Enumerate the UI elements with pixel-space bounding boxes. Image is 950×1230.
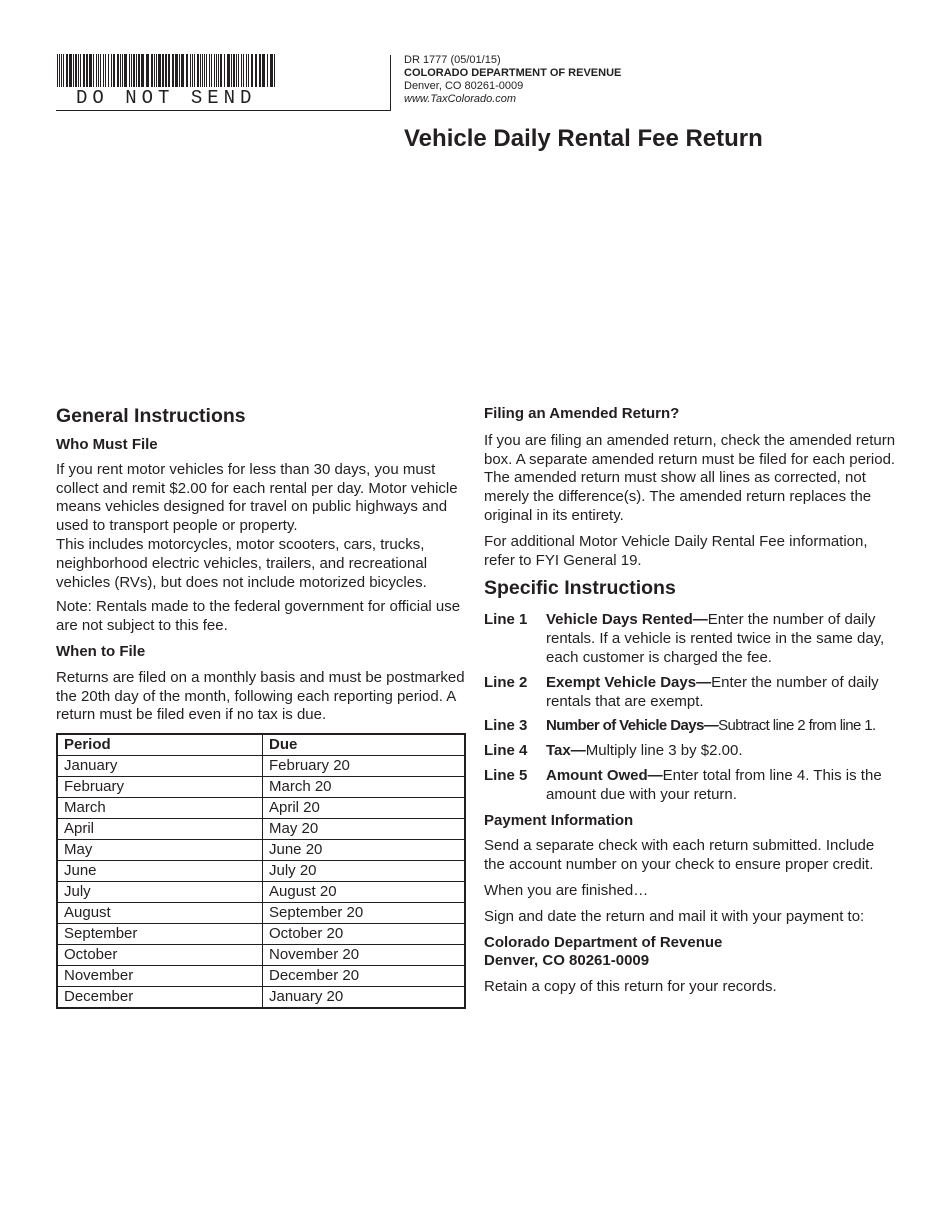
- line-detail: Enter total from line 4. This is the amount due with your return.: [546, 766, 882, 803]
- barcode-image: [57, 54, 277, 87]
- table-row: [57, 798, 465, 819]
- line-2-instruction: [484, 674, 896, 712]
- who-must-file-heading: Who Must File: [56, 436, 158, 453]
- line-label: Line 2: [484, 673, 528, 691]
- general-instructions-section: [56, 400, 468, 1009]
- period-cell: April: [57, 819, 263, 840]
- when-to-file-heading: When to File: [56, 642, 146, 660]
- table-row: [57, 756, 465, 777]
- payment-information-heading: Payment Information: [484, 811, 634, 829]
- table-row: [57, 924, 465, 945]
- line-3-instruction: [484, 717, 896, 736]
- line-term: Exempt Vehicle Days—: [546, 673, 712, 691]
- amended-return-paragraph: If you are filing an amended return, check the amended return box. A separate amended return must be filed for each period. The amended return must show all lines as corrected, not merely the difference(s). The amended return replaces the original in its entirety.: [484, 431, 896, 524]
- line-term: Tax—: [546, 742, 586, 760]
- table-row: [57, 882, 465, 903]
- section-title: General Instructions: [56, 405, 246, 427]
- table-header-row: [57, 734, 465, 756]
- line-label: Line 1: [484, 611, 528, 629]
- line-1-instruction: [484, 611, 896, 667]
- period-cell: August: [57, 903, 263, 924]
- table-row: [57, 861, 465, 882]
- table-row: [57, 819, 465, 840]
- department-address: Denver, CO 80261-0009: [404, 80, 524, 92]
- finished-text: When you are finished…: [484, 881, 649, 899]
- right-column: [484, 400, 896, 997]
- due-cell: August 20: [263, 882, 466, 903]
- specific-instructions-title: Specific Instructions: [484, 577, 676, 600]
- table-row: [57, 966, 465, 987]
- line-detail: Subtract line 2 from line 1.: [718, 717, 876, 735]
- line-label: Line 5: [484, 766, 528, 784]
- department-name: COLORADO DEPARTMENT OF REVENUE: [404, 67, 622, 79]
- line-description: [546, 767, 896, 805]
- column-header-period: Period: [57, 734, 263, 756]
- line-term: Number of Vehicle Days—: [546, 717, 719, 735]
- header-divider: [56, 110, 391, 111]
- due-cell: October 20: [263, 924, 466, 945]
- period-cell: December: [57, 987, 263, 1009]
- period-cell: October: [57, 945, 263, 966]
- form-number: DR 1777 (05/01/15): [404, 54, 501, 66]
- line-detail: Enter the number of daily rentals. If a vehicle is rented twice in the same day, each customer is charged the fee.: [546, 611, 885, 666]
- due-cell: April 20: [263, 798, 466, 819]
- line-label: Line 4: [484, 742, 528, 760]
- table-row: [57, 903, 465, 924]
- line-label: Line 3: [484, 717, 528, 735]
- sign-instruction: Sign and date the return and mail it with your payment to:: [484, 907, 865, 925]
- line-5-instruction: [484, 767, 896, 805]
- line-term: Vehicle Days Rented—: [546, 611, 708, 629]
- table-row: [57, 777, 465, 798]
- due-cell: March 20: [263, 777, 466, 798]
- due-cell: June 20: [263, 840, 466, 861]
- barcode-caption: DO NOT SEND: [76, 87, 257, 109]
- line-description: [546, 674, 896, 712]
- line-detail: Multiply line 3 by $2.00.: [585, 742, 743, 760]
- period-cell: February: [57, 777, 263, 798]
- column-header-due: Due: [263, 734, 466, 756]
- line-detail: Enter the number of daily rentals that are exempt.: [546, 673, 879, 710]
- period-cell: June: [57, 861, 263, 882]
- website-link[interactable]: www.TaxColorado.com: [404, 93, 517, 105]
- due-cell: December 20: [263, 966, 466, 987]
- table-row: [57, 840, 465, 861]
- line-term: Amount Owed—: [546, 766, 663, 784]
- due-cell: May 20: [263, 819, 466, 840]
- period-cell: July: [57, 882, 263, 903]
- table-row: [57, 945, 465, 966]
- retain-copy-text: Retain a copy of this return for your records.: [484, 978, 777, 996]
- period-cell: March: [57, 798, 263, 819]
- period-cell: January: [57, 756, 263, 777]
- period-cell: September: [57, 924, 263, 945]
- line-4-instruction: [484, 742, 896, 761]
- mailing-city: Denver, CO 80261-0009: [484, 952, 650, 970]
- who-must-file-paragraph: If you rent motor vehicles for less than 30 days, you must collect and remit $2.00 for each rental per day. Motor vehicle means vehicles designed for travel on public highways and used to transport people or property.: [56, 460, 458, 535]
- due-cell: February 20: [263, 756, 466, 777]
- due-cell: July 20: [263, 861, 466, 882]
- who-must-file-paragraph-2: This includes motorcycles, motor scooters, cars, trucks, neighborhood electric vehicles, trailers, and recreational vehicles (RVs), but does not include motorized bicycles.: [56, 535, 428, 591]
- mailing-department: Colorado Department of Revenue: [484, 933, 723, 951]
- period-cell: November: [57, 966, 263, 987]
- line-description: [546, 742, 743, 761]
- due-cell: September 20: [263, 903, 466, 924]
- due-cell: January 20: [263, 987, 466, 1009]
- federal-note: Note: Rentals made to the federal government for official use are not subject to this fee.: [56, 598, 461, 635]
- due-date-table: [56, 733, 466, 1009]
- amended-return-heading: Filing an Amended Return?: [484, 405, 680, 422]
- when-to-file-paragraph: Returns are filed on a monthly basis and must be postmarked the 20th day of the month, following each reporting period. A return must be filed even if no tax is due.: [56, 668, 465, 724]
- additional-info-paragraph: For additional Motor Vehicle Daily Rental Fee information, refer to FYI General 19.: [484, 532, 868, 569]
- line-description: [546, 611, 896, 667]
- line-description: [546, 717, 876, 736]
- payment-paragraph: Send a separate check with each return submitted. Include the account number on your check to ensure proper credit.: [484, 837, 875, 874]
- page-title: Vehicle Daily Rental Fee Return: [404, 125, 763, 152]
- due-cell: November 20: [263, 945, 466, 966]
- period-cell: May: [57, 840, 263, 861]
- table-row: [57, 987, 465, 1009]
- header-divider-vertical: [390, 55, 391, 111]
